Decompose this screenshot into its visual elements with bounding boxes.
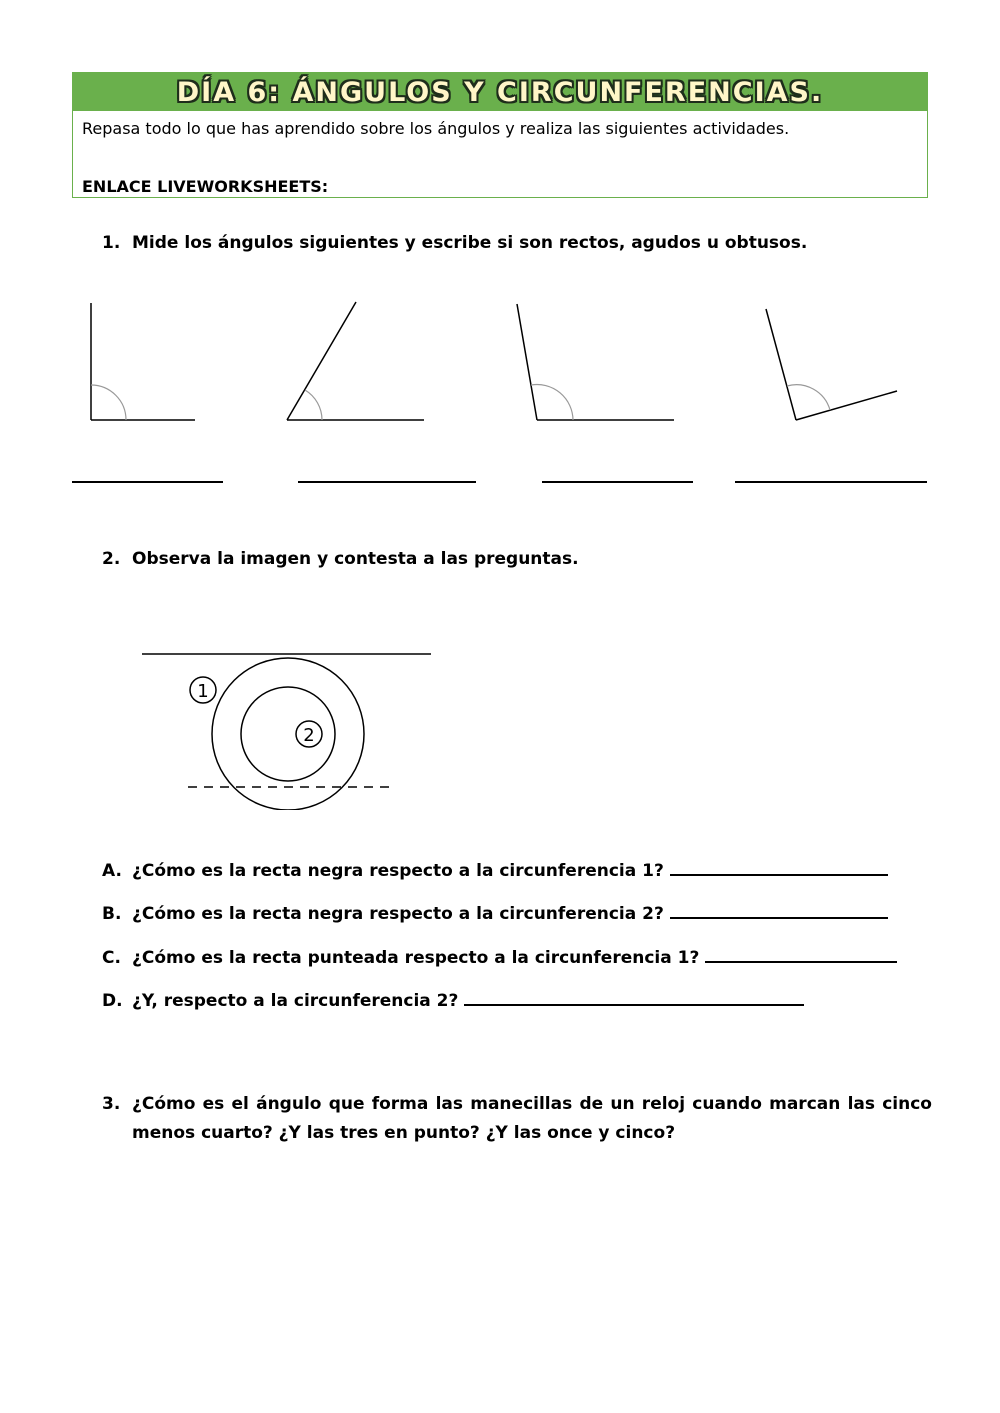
sub-question-d	[102, 990, 804, 1011]
circles-figure	[130, 640, 450, 810]
question-3	[102, 1090, 932, 1148]
answer-line-angle-4[interactable]	[735, 481, 927, 483]
question-3-text: ¿Cómo es el ángulo que forma las manecillas de un reloj cuando marcan las cinco menos cuarto? ¿Y las tres en punto? ¿Y las once y cinco?	[132, 1094, 932, 1143]
answer-line-angle-2[interactable]	[298, 481, 476, 483]
sub-question-d-text: ¿Y, respecto a la circunferencia 2?	[132, 991, 459, 1011]
angle-acute	[287, 302, 424, 420]
answer-line-angle-1[interactable]	[72, 481, 223, 483]
svg-text:2: 2	[303, 725, 315, 746]
angle-right	[91, 303, 195, 420]
question-3-number: 3.	[102, 1094, 121, 1114]
sub-question-b-text: ¿Cómo es la recta negra respecto a la circunferencia 2?	[132, 904, 664, 924]
question-1	[102, 233, 807, 253]
answer-line-angle-3[interactable]	[542, 481, 693, 483]
liveworksheets-link-label: ENLACE LIVEWORKSHEETS:	[82, 177, 329, 196]
circle-label-1	[190, 677, 216, 703]
circle-label-2	[296, 721, 322, 747]
sub-question-b-letter: B.	[102, 904, 122, 924]
svg-text:1: 1	[197, 681, 209, 702]
question-2-number: 2.	[102, 549, 121, 569]
answer-blank-b[interactable]	[670, 903, 888, 919]
page-title: DÍA 6: ÁNGULOS Y CIRCUNFERENCIAS.	[73, 73, 927, 111]
question-2-text: Observa la imagen y contesta a las preguntas.	[132, 549, 579, 569]
sub-question-c-letter: C.	[102, 948, 121, 968]
sub-question-c-text: ¿Cómo es la recta punteada respecto a la circunferencia 1?	[132, 948, 700, 968]
sub-question-a-text: ¿Cómo es la recta negra respecto a la circunferencia 1?	[132, 861, 664, 881]
angle-obtuse-1	[517, 304, 674, 420]
question-2	[102, 549, 579, 569]
intro-text: Repasa todo lo que has aprendido sobre los ángulos y realiza las siguientes actividades.	[82, 119, 790, 138]
angle-obtuse-2	[766, 309, 897, 420]
sub-question-c	[102, 947, 897, 968]
sub-question-b	[102, 903, 888, 924]
question-1-text: Mide los ángulos siguientes y escribe si son rectos, agudos u obtusos.	[132, 233, 808, 253]
angles-figure	[80, 295, 920, 435]
sub-question-a	[102, 860, 888, 881]
answer-blank-d[interactable]	[464, 990, 804, 1006]
header-box	[72, 72, 928, 198]
answer-blank-a[interactable]	[670, 860, 888, 876]
sub-question-a-letter: A.	[102, 861, 122, 881]
question-1-number: 1.	[102, 233, 121, 253]
answer-blank-c[interactable]	[705, 947, 897, 963]
sub-question-d-letter: D.	[102, 991, 123, 1011]
